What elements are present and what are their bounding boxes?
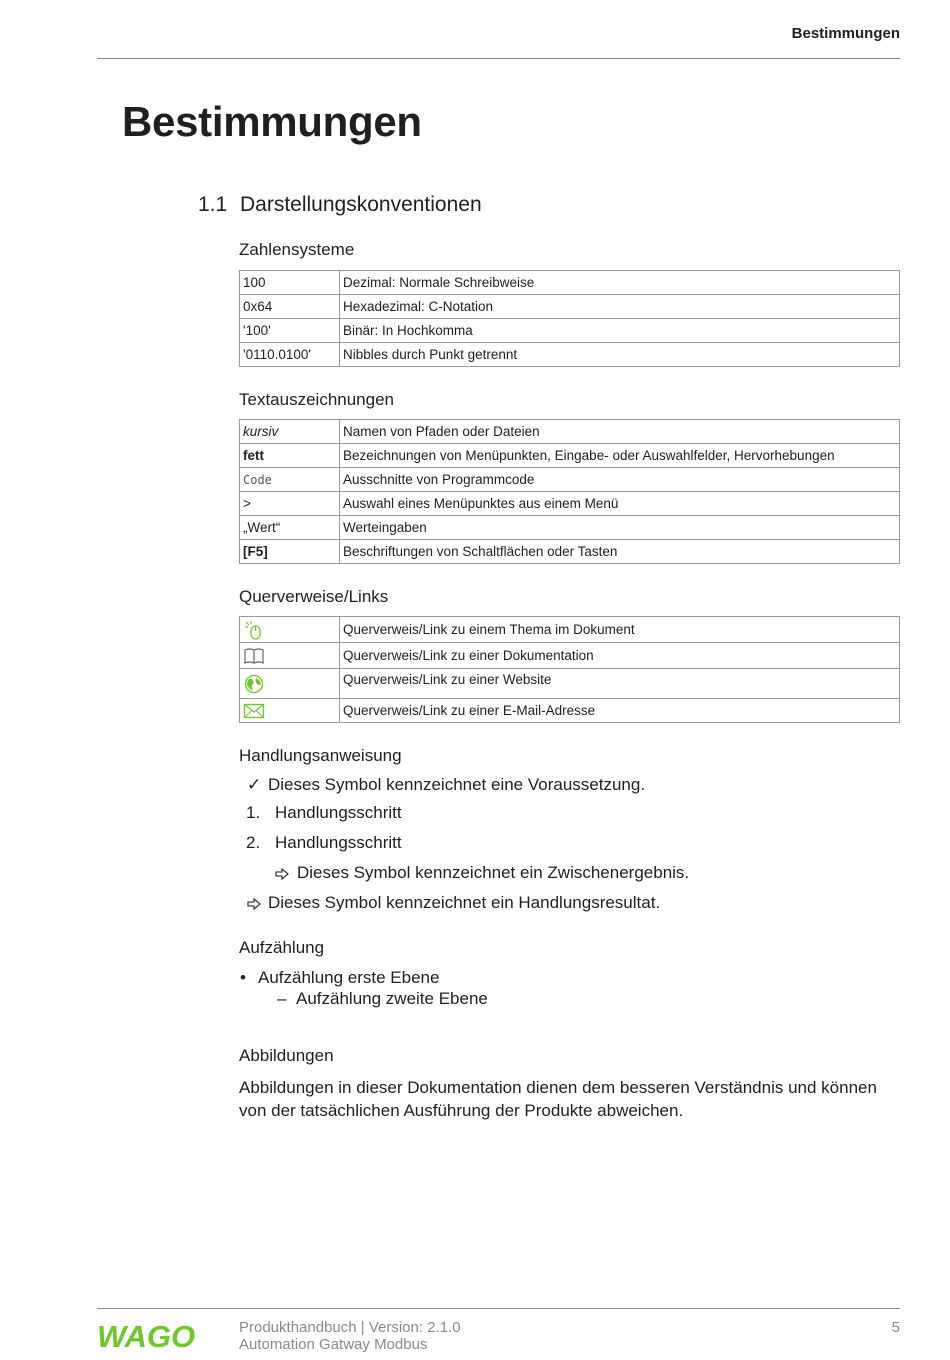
textauszeichnungen-table: [239, 419, 900, 564]
notation-cell: '0110.0100': [240, 343, 340, 367]
abbildungen-paragraph: Abbildungen in dieser Dokumentation dienen dem besseren Verständnis und können von der tatsächlichen Ausführung der Produkte abweichen.: [239, 1078, 877, 1120]
header-rule: [97, 58, 900, 59]
sample-code: Code: [240, 468, 340, 492]
description-cell: Querverweis/Link zu einer Website: [340, 669, 900, 699]
description-cell: Querverweis/Link zu einem Thema im Dokument: [340, 617, 900, 643]
zahlensysteme-heading: Zahlensysteme: [239, 240, 355, 259]
list-item-level-2: [277, 989, 488, 1009]
notation-cell: '100': [240, 319, 340, 343]
final-result-text: Dieses Symbol kennzeichnet ein Handlungsresultat.: [268, 893, 661, 912]
sample-value: „Wert“: [240, 516, 340, 540]
description-cell: Querverweis/Link zu einer E-Mail-Adresse: [340, 699, 900, 723]
sample-italic: kursiv: [240, 420, 340, 444]
table-row: [240, 617, 900, 643]
envelope-icon: [243, 701, 265, 721]
description-cell: Querverweis/Link zu einer Dokumentation: [340, 643, 900, 669]
sample-menu-separator: >: [240, 492, 340, 516]
table-row: [240, 540, 900, 564]
description-cell: Hexadezimal: C-Notation: [340, 295, 900, 319]
table-row: [240, 643, 900, 669]
table-row: [240, 492, 900, 516]
table-row: [240, 516, 900, 540]
result-arrow-icon: [275, 868, 289, 880]
precondition-text: Dieses Symbol kennzeichnet eine Voraussetzung.: [268, 775, 646, 794]
list-item-text: Aufzählung erste Ebene: [258, 968, 440, 987]
checkmark-icon: ✓: [247, 775, 262, 794]
table-row: [240, 271, 900, 295]
table-row: [240, 699, 900, 723]
abbildungen-heading: Abbildungen: [239, 1046, 334, 1065]
intermediate-result-line: [275, 863, 689, 883]
table-row: [240, 468, 900, 492]
table-row: [240, 343, 900, 367]
step-1: [246, 803, 402, 823]
running-header-title: Bestimmungen: [791, 25, 900, 42]
description-cell: Namen von Pfaden oder Dateien: [340, 420, 900, 444]
step-2: [246, 833, 402, 853]
description-cell: Beschriftungen von Schaltflächen oder Tasten: [340, 540, 900, 564]
description-cell: Auswahl eines Menüpunktes aus einem Menü: [340, 492, 900, 516]
description-cell: Ausschnitte von Programmcode: [340, 468, 900, 492]
sample-bold: fett: [240, 444, 340, 468]
step-number: 1.: [246, 803, 261, 822]
table-row: [240, 669, 900, 699]
table-row: [240, 295, 900, 319]
wago-logo: [97, 1318, 195, 1359]
precondition-line: [247, 775, 645, 795]
description-cell: Binär: In Hochkomma: [340, 319, 900, 343]
step-text: Handlungsschritt: [275, 833, 402, 852]
section-number: 1.1: [198, 193, 228, 216]
list-item-text: Aufzählung zweite Ebene: [296, 989, 488, 1008]
section-title: Darstellungskonventionen: [240, 193, 482, 216]
globe-icon: [243, 674, 265, 694]
table-row: [240, 319, 900, 343]
aufzaehlung-heading: Aufzählung: [239, 938, 325, 957]
mouse-click-icon: [243, 620, 265, 640]
footer-rule: [97, 1308, 900, 1309]
footer-manual-version: Produkthandbuch | Version: 2.1.0: [239, 1319, 461, 1336]
zahlensysteme-table: [239, 270, 900, 367]
page-number: 5: [891, 1319, 900, 1336]
svg-text:WAGO: WAGO: [97, 1319, 195, 1354]
intermediate-result-text: Dieses Symbol kennzeichnet ein Zwischenergebnis.: [297, 863, 690, 882]
dash-marker: –: [277, 989, 287, 1008]
open-book-icon: [243, 646, 265, 666]
table-row: [240, 420, 900, 444]
bullet-marker: •: [240, 968, 246, 987]
table-row: [240, 444, 900, 468]
notation-cell: 0x64: [240, 295, 340, 319]
result-arrow-icon: [247, 898, 261, 910]
description-cell: Nibbles durch Punkt getrennt: [340, 343, 900, 367]
chapter-title: Bestimmungen: [122, 98, 422, 145]
description-cell: Werteingaben: [340, 516, 900, 540]
step-text: Handlungsschritt: [275, 803, 402, 822]
description-cell: Bezeichnungen von Menüpunkten, Eingabe- oder Auswahlfelder, Hervorhebungen: [340, 444, 900, 468]
section-heading: [198, 193, 482, 217]
handlungsanweisung-heading: Handlungsanweisung: [239, 746, 402, 765]
description-cell: Dezimal: Normale Schreibweise: [340, 271, 900, 295]
textauszeichnungen-heading: Textauszeichnungen: [239, 390, 395, 409]
sample-key: [F5]: [240, 540, 340, 564]
footer-product-name: Automation Gatway Modbus: [239, 1336, 428, 1353]
querverweise-table: [239, 616, 900, 723]
querverweise-heading: Querverweise/Links: [239, 587, 389, 606]
list-item-level-1: [240, 968, 439, 988]
step-number: 2.: [246, 833, 261, 852]
final-result-line: [247, 893, 660, 913]
wago-logo-icon: [97, 1318, 195, 1354]
notation-cell: 100: [240, 271, 340, 295]
